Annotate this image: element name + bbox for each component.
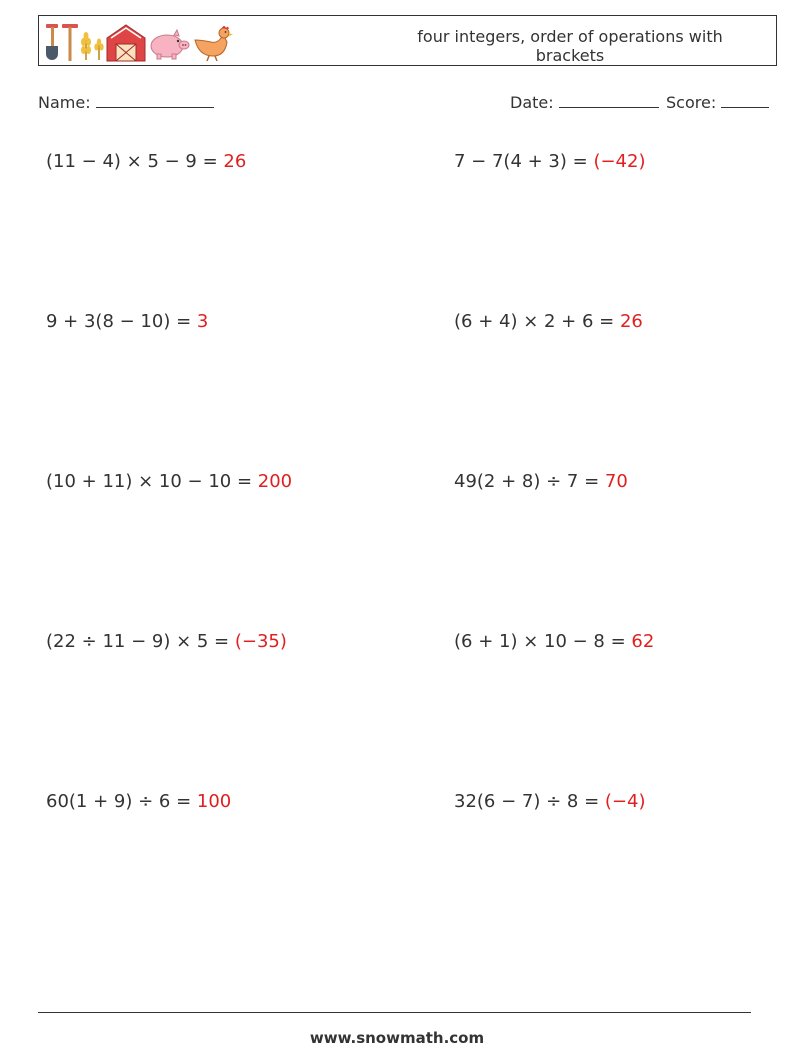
problem-item	[454, 311, 643, 332]
shovel-icon	[43, 22, 61, 62]
problem-answer: (−4)	[604, 791, 646, 812]
problem-expression: (6 + 4) × 2 + 6 =	[454, 311, 620, 332]
problem-answer: 70	[604, 471, 628, 492]
problem-expression: 9 + 3(8 − 10) =	[46, 311, 197, 332]
problem-item	[46, 151, 246, 172]
problem-answer: 26	[223, 151, 247, 172]
problem-answer: 26	[619, 311, 643, 332]
score-field	[666, 93, 769, 112]
problem-item	[454, 791, 645, 812]
problem-item	[454, 151, 645, 172]
worksheet-title: four integers, order of operations with brackets	[417, 27, 723, 65]
name-blank[interactable]	[96, 93, 214, 108]
date-label: Date:	[510, 93, 554, 112]
barn-icon	[105, 22, 147, 62]
problem-answer: (−35)	[234, 631, 287, 652]
problem-item	[46, 631, 287, 652]
hen-icon	[191, 22, 235, 62]
score-label: Score:	[666, 93, 717, 112]
footer-url[interactable]: www.snowmath.com	[309, 1029, 485, 1047]
problem-expression: (22 ÷ 11 − 9) × 5 =	[46, 631, 235, 652]
problem-item	[46, 791, 231, 812]
problem-answer: 100	[196, 791, 232, 812]
problem-answer: 200	[257, 471, 293, 492]
pig-icon	[147, 22, 191, 62]
problem-expression: (11 − 4) × 5 − 9 =	[46, 151, 224, 172]
wheat-icon	[93, 22, 105, 62]
problem-answer: 3	[196, 311, 209, 332]
problem-expression: 32(6 − 7) ÷ 8 =	[454, 791, 605, 812]
problem-expression: 49(2 + 8) ÷ 7 =	[454, 471, 605, 492]
problem-expression: 7 − 7(4 + 3) =	[454, 151, 594, 172]
rake-icon	[61, 22, 79, 62]
score-blank[interactable]	[721, 93, 769, 108]
problem-item	[454, 631, 654, 652]
problem-expression: (10 + 11) × 10 − 10 =	[46, 471, 258, 492]
problem-item	[454, 471, 628, 492]
date-blank[interactable]	[559, 93, 659, 108]
name-label: Name:	[38, 93, 91, 112]
problem-expression: (6 + 1) × 10 − 8 =	[454, 631, 632, 652]
farm-icon-strip	[43, 20, 235, 62]
date-field	[510, 93, 659, 112]
problem-item	[46, 311, 208, 332]
name-field	[38, 93, 214, 112]
worksheet-header	[38, 15, 777, 66]
footer-divider	[38, 1012, 751, 1013]
problem-item	[46, 471, 292, 492]
problem-expression: 60(1 + 9) ÷ 6 =	[46, 791, 197, 812]
problem-answer: 62	[631, 631, 655, 652]
wheat-icon	[79, 22, 93, 62]
problem-answer: (−42)	[593, 151, 646, 172]
